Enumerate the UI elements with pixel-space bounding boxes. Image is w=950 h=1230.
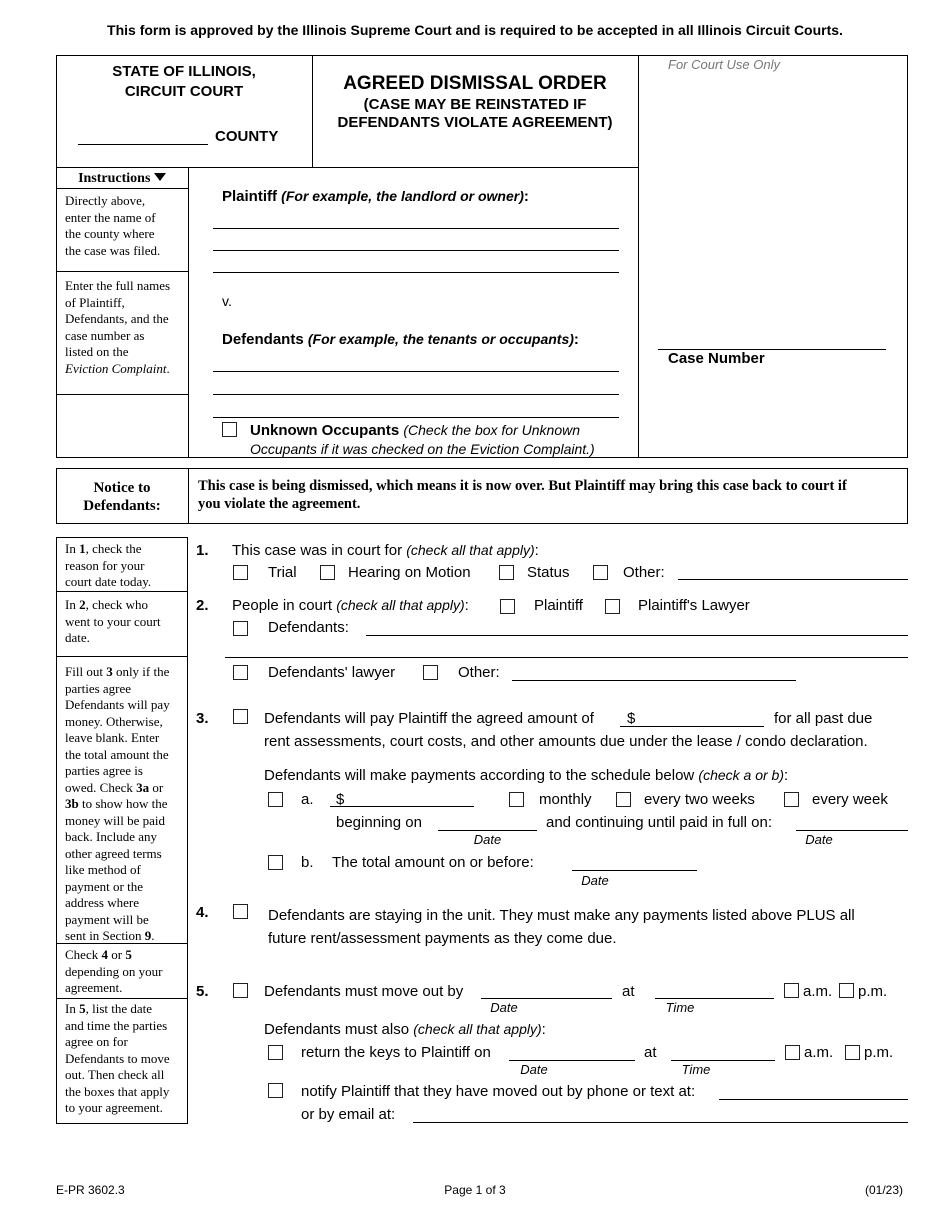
move-out-time-caption: Time [665, 1000, 695, 1015]
form-id: E-PR 3602.3 [56, 1183, 125, 1197]
hearing-on-motion-checkbox[interactable] [320, 565, 335, 580]
defendants-present-label: Defendants: [268, 619, 349, 636]
schedule-b-label: b. [301, 854, 314, 871]
form-title: AGREED DISMISSAL ORDER [343, 73, 607, 94]
every-week-label: every week [812, 791, 888, 808]
plaintiff-line-1[interactable] [213, 228, 619, 229]
court-use-label: For Court Use Only [668, 57, 780, 72]
instruction-section-4-5: Check 4 or 5 depending on your agreement. [65, 947, 163, 995]
email-text: or by email at: [301, 1106, 396, 1123]
section-3-text-2: rent assessments, court costs, and other amounts due under the lease / condo declaration. [264, 733, 868, 750]
defendants-line-2[interactable] [213, 394, 619, 395]
hearing-on-motion-label: Hearing on Motion [348, 564, 471, 581]
notify-email-input[interactable] [413, 1122, 908, 1123]
section-1-number: 1. [196, 542, 209, 559]
return-keys-time-caption: Time [681, 1062, 711, 1077]
instruction-section-5: In 5, list the date and time the parties agree on for Defendants to move out. Then check all the boxes that apply to your agreement. [65, 1001, 170, 1115]
status-checkbox[interactable] [499, 565, 514, 580]
section-3-checkbox[interactable] [233, 709, 248, 724]
notice-text: This case is being dismissed, which means it is now over. But Plaintiff may bring this case back to court if you violate the agreement. [198, 478, 847, 512]
notify-text: notify Plaintiff that they have moved out by phone or text at: [301, 1083, 696, 1100]
section-3-text-1-end: for all past due [774, 710, 873, 727]
plaintiff-line-3[interactable] [213, 272, 619, 273]
schedule-a-dollar: $ [336, 791, 345, 808]
monthly-checkbox[interactable] [509, 792, 524, 807]
return-keys-at-label: at [644, 1044, 657, 1061]
case-number-label: Case Number [668, 350, 765, 367]
move-out-date-input[interactable] [481, 998, 612, 999]
move-out-date-caption: Date [490, 1000, 518, 1015]
instruction-county: Directly above, enter the name of the county where the case was filed. [65, 193, 161, 258]
schedule-a-checkbox[interactable] [268, 792, 283, 807]
return-keys-pm-label: p.m. [864, 1044, 894, 1061]
section-4-checkbox[interactable] [233, 904, 248, 919]
section-2-text: People in court (check all that apply): [232, 597, 469, 614]
instruction-parties: Enter the full names of Plaintiff, Defendants, and the case number as listed on the Eviction Complaint. [65, 278, 171, 376]
notice-label: Notice to Defendants: [83, 480, 161, 514]
installment-amount-input[interactable] [330, 806, 474, 807]
form-subtitle: (CASE MAY BE REINSTATED IF DEFENDANTS VIOLATE AGREEMENT) [337, 96, 613, 131]
schedule-b-text: The total amount on or before: [332, 854, 534, 871]
agreed-amount-input[interactable] [620, 726, 764, 727]
defendants-present-input-2[interactable] [225, 657, 908, 658]
return-keys-am-checkbox[interactable] [785, 1045, 800, 1060]
trial-label: Trial [268, 564, 297, 581]
total-due-date-caption: Date [581, 873, 609, 888]
move-out-pm-label: p.m. [858, 983, 888, 1000]
unknown-occupants-checkbox[interactable] [222, 422, 237, 437]
other-reason-checkbox[interactable] [593, 565, 608, 580]
move-out-text: Defendants must move out by [264, 983, 464, 1000]
move-out-am-label: a.m. [803, 983, 833, 1000]
total-due-date-input[interactable] [572, 870, 697, 871]
move-out-am-checkbox[interactable] [784, 983, 799, 998]
versus-label: v. [222, 293, 232, 309]
return-keys-checkbox[interactable] [268, 1045, 283, 1060]
notify-checkbox[interactable] [268, 1083, 283, 1098]
unknown-occupants-label: Unknown Occupants (Check the box for Unknown Occupants if it was checked on the Eviction Complaint.) [250, 422, 595, 457]
agreed-amount-dollar: $ [627, 710, 636, 727]
continuing-label: and continuing until paid in full on: [546, 814, 772, 831]
move-out-time-input[interactable] [655, 998, 774, 999]
section-3-text-1: Defendants will pay Plaintiff the agreed amount of [264, 710, 594, 727]
defendants-line-1[interactable] [213, 371, 619, 372]
section-4-number: 4. [196, 904, 209, 921]
schedule-text: Defendants will make payments according to the schedule below (check a or b): [264, 767, 789, 784]
other-person-checkbox[interactable] [423, 665, 438, 680]
move-out-pm-checkbox[interactable] [839, 983, 854, 998]
return-keys-text: return the keys to Plaintiff on [301, 1044, 491, 1061]
return-keys-date-caption: Date [520, 1062, 548, 1077]
status-label: Status [527, 564, 570, 581]
state-court-heading: STATE OF ILLINOIS, CIRCUIT COURT [112, 63, 256, 100]
section-3-number: 3. [196, 710, 209, 727]
plaintiff-line-2[interactable] [213, 250, 619, 251]
plaintiff-present-checkbox[interactable] [500, 599, 515, 614]
form-version: (01/23) [865, 1183, 904, 1197]
schedule-b-checkbox[interactable] [268, 855, 283, 870]
beginning-on-label: beginning on [336, 814, 422, 831]
instruction-section-1: In 1, check the reason for your court date today. [65, 541, 152, 589]
defendants-present-input[interactable] [366, 635, 908, 636]
section-5-number: 5. [196, 983, 209, 1000]
county-label: COUNTY [215, 128, 279, 145]
defendants-lawyer-checkbox[interactable] [233, 665, 248, 680]
schedule-a-label: a. [301, 791, 314, 808]
also-text: Defendants must also (check all that apply): [264, 1021, 546, 1038]
other-reason-input[interactable] [678, 579, 908, 580]
return-keys-date-input[interactable] [509, 1060, 635, 1061]
plaintiffs-lawyer-label: Plaintiff's Lawyer [638, 597, 750, 614]
end-date-input[interactable] [796, 830, 908, 831]
every-week-checkbox[interactable] [784, 792, 799, 807]
other-person-input[interactable] [512, 680, 796, 681]
other-person-label: Other: [458, 664, 500, 681]
plaintiff-label: Plaintiff (For example, the landlord or owner): [222, 188, 529, 205]
other-reason-label: Other: [623, 564, 665, 581]
move-out-at-label: at [622, 983, 635, 1000]
end-date-caption: Date [805, 832, 833, 847]
return-keys-am-label: a.m. [804, 1044, 834, 1061]
beginning-date-input[interactable] [438, 830, 537, 831]
instructions-heading: Instructions [58, 171, 186, 187]
beginning-date-caption: Date [473, 832, 502, 847]
plaintiff-present-label: Plaintiff [534, 597, 583, 614]
section-1-text: This case was in court for (check all that apply): [232, 542, 539, 559]
trial-checkbox[interactable] [233, 565, 248, 580]
defendants-label: Defendants (For example, the tenants or occupants): [222, 331, 579, 348]
every-two-weeks-label: every two weeks [644, 791, 755, 808]
section-2-number: 2. [196, 597, 209, 614]
every-two-weeks-checkbox[interactable] [616, 792, 631, 807]
return-keys-pm-checkbox[interactable] [845, 1045, 860, 1060]
section-5-checkbox[interactable] [233, 983, 248, 998]
return-keys-time-input[interactable] [671, 1060, 775, 1061]
defendants-lawyer-label: Defendants' lawyer [268, 664, 396, 681]
notify-phone-input[interactable] [719, 1099, 908, 1100]
instruction-section-2: In 2, check who went to your court date. [65, 597, 161, 645]
monthly-label: monthly [539, 791, 592, 808]
defendants-present-checkbox[interactable] [233, 621, 248, 636]
triangle-down-icon [154, 173, 166, 181]
approval-notice: This form is approved by the Illinois Supreme Court and is required to be accepted in all Illinois Circuit Courts. [107, 22, 843, 38]
section-4-text: Defendants are staying in the unit. They must make any payments listed above PLUS all future rent/assessment payments as they come due. [268, 907, 855, 947]
county-input[interactable] [78, 144, 208, 145]
page-number: Page 1 of 3 [444, 1183, 506, 1197]
plaintiffs-lawyer-checkbox[interactable] [605, 599, 620, 614]
instruction-section-3: Fill out 3 only if the parties agree Defendants will pay money. Otherwise, leave blank. Enter the total amount the parties agree is owed. Check 3a or 3b to show how the money will be paid back. Include any other agreed terms like method of payment or the address where payment will be sent in Section 9. [65, 664, 170, 943]
defendants-line-3[interactable] [213, 417, 619, 418]
